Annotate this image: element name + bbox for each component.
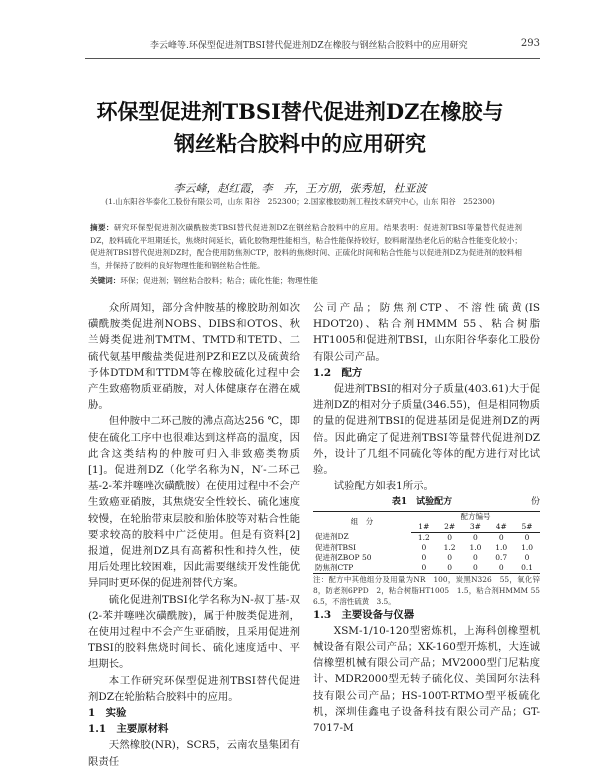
abstract-label: 摘要： — [90, 223, 114, 232]
right-column — [313, 300, 548, 736]
materials-paragraph: 天然橡胶(NR)，SCR5，云南农垦集团有限责任 — [88, 739, 300, 768]
table-cell: 0 — [473, 532, 478, 542]
running-header — [0, 38, 600, 52]
table-cell: 1.0 — [469, 542, 482, 552]
table-col-header: 2# — [437, 522, 463, 533]
table-cell: 0 — [421, 562, 427, 572]
table-cell: 0 — [498, 532, 504, 542]
equipment-paragraph: XSM-1/10-120型密炼机，上海科创橡塑机械设备有限公司产品；XK-160型开炼机，大连诚信橡塑机械有限公司产品；MV2000型门尼粘度计、MDR2000型无转子硫化仪、美国阿尔法科技有限公司产品；HS-100T-RTMO型平板硫化机，深圳佳鑫电子设备科技有限公司产品；GT-7017-M — [313, 624, 540, 735]
table-cell: 0 — [473, 552, 478, 562]
left-column — [88, 300, 300, 770]
table-row — [313, 563, 540, 574]
table-row — [313, 543, 540, 553]
table-cell: 0 — [473, 562, 478, 572]
table-col-header: 5# — [514, 522, 540, 533]
keywords-text: 环保；促进剂；钢丝粘合胶料；粘合；硫化性能；物理性能 — [120, 276, 318, 285]
table-caption — [313, 494, 540, 510]
intro-paragraph-2: 但仲胺中二环己胺的沸点高达256 ℃，即使在硫化工序中也很难达到这样高的温度，因此含这类结构的仲胺可归入非致癌类物质[1]。促进剂DZ（化学名称为N，N′-二环己基-2-苯并噻唑次磺酰胺）在使用过程中不会产生致癌亚硝胺，其焦烧安全性较长、硫化速度较慢，在轮胎带束层胶和胎体胶等对粘合性能要求较高的胶料中广泛使用。但是有资料[2]报道，促进剂DZ具有高蓄积性和持久性，使用后处理比较困难，因此需要继续开发性能优异同时更环保的促进剂替代方案。 — [88, 415, 300, 590]
table-cell: 1.2 — [417, 532, 430, 542]
table-unit: 份 — [530, 497, 540, 508]
table-row — [313, 532, 540, 543]
formula-table — [313, 511, 540, 574]
formula-paragraph: 促进剂TBSI的相对分子质量(403.61)大于促进剂DZ的相对分子质量(346.55)，但是相同物质的量的促进剂TBSI的促进基团是促进剂DZ的两倍。因此确定了促进剂TBSI等量替代促进剂DZ外，设计了几组不同硫化等体的配方进行对比试验。 — [313, 383, 540, 477]
table-col-header: 4# — [488, 522, 514, 533]
subsection-heading-formula: 1.2 配方 — [313, 366, 363, 379]
formula-table-intro: 试验配方如表1所示。 — [333, 480, 434, 493]
section-heading-experiment: 1 实验 — [88, 707, 127, 720]
table-row-label: 促进剂ZBOP 50 — [315, 552, 372, 562]
table-cell: 0 — [447, 532, 453, 542]
abstract-text: 研究环保型促进剂次磺酰胺类TBSI替代促进剂DZ在钢丝粘合胶料中的应用。结果表明：促进剂TBSI等量替代促进剂DZ，胶料硫化平坦期延长，焦烧时间延长，硫化胶物理性能相当，粘合性能保持较好，胶料耐湿热老化后的粘合性能变化较小；促进剂TBSI替代促进剂DZ时，配合使用防焦剂CTP，胶料的焦烧时间、正硫化时间和粘合性能与以促进剂DZ为促进剂的胶料相当，并保持了胶料的良好物理性能和钢丝粘合性能。 — [90, 223, 522, 270]
table-row-label: 促进剂DZ — [315, 532, 349, 542]
table-formula-header: 配方编号 — [460, 511, 491, 521]
header-rule — [85, 58, 540, 59]
paper-title-line2: 钢丝粘合胶料中的应用研究 — [174, 131, 426, 156]
table-cell: 0 — [421, 542, 427, 552]
table-row-label: 防焦剂CTP — [315, 562, 354, 572]
table-cell: 0 — [524, 532, 530, 542]
table-cell: 0 — [447, 562, 453, 572]
intro-paragraph-4: 本工作研究环保型促进剂TBSI替代促进剂DZ在轮胎粘合胶料中的应用。 — [88, 674, 300, 703]
abstract — [90, 222, 522, 272]
page-number: 293 — [520, 38, 540, 49]
paper-title-line1: 环保型促进剂TBSI替代促进剂DZ在橡胶与 — [96, 99, 504, 124]
subsection-heading-materials: 1.1 主要原材料 — [88, 723, 169, 736]
table-caption-text: 表1 试验配方 — [391, 497, 453, 508]
keywords-label: 关键词： — [90, 276, 121, 285]
table-cell: 0 — [524, 552, 530, 562]
table-cell: 0 — [447, 552, 453, 562]
running-title: 李云峰等.环保型促进剂TBSI替代促进剂DZ在橡胶与钢丝粘合胶料中的应用研究 — [150, 41, 468, 51]
keywords — [90, 275, 522, 286]
table-cell: 0 — [421, 552, 427, 562]
table-row — [313, 553, 540, 563]
authors: 李云峰，赵红霞，李 卉，王方朋，张秀旭，杜亚波 — [173, 182, 427, 195]
table-cell: 0.7 — [495, 552, 508, 562]
materials-continued: 公司产品；防焦剂CTP、不溶性硫黄(IS HDOT20)、粘合剂HMMM 55、粘合树脂HT1005和促进剂TBSI，山东阳谷华泰化工股份有限公司产品。 — [313, 302, 540, 363]
table-col-header: 3# — [463, 522, 489, 533]
table-row-label: 促进剂TBSI — [315, 542, 357, 552]
intro-paragraph-1: 众所周知，部分含仲胺基的橡胶助剂如次磺酰胺类促进剂NOBS、DIBS和OTOS、秋兰姆类促进剂TMTM、TMTD和TETD、二硫代氨基甲酸盐类促进剂PZ和EZ以及硫黄给予体DTDM和TTDM等在橡胶硫化过程中会产生致癌物质亚硝胺，对人体健康存在潜在威胁。 — [88, 302, 300, 412]
table-col-header: 1# — [411, 522, 437, 533]
table-cell: 0.1 — [521, 562, 534, 572]
table-group-header: 组 分 — [350, 516, 374, 526]
subsection-heading-equipment: 1.3 主要设备与仪器 — [313, 608, 415, 621]
table-cell: 1.0 — [521, 542, 534, 552]
table-cell: 1.0 — [495, 542, 508, 552]
table-note: 注：配方中其他组分及用量为NR 100，炭黑N326 55，氧化锌 8，防老剂6PPD 2，粘合树脂HT1005 1.5，粘合剂HMMM 55 6.5，不溶性硫黄 3.5。 — [313, 574, 548, 606]
affiliation: (1.山东阳谷华泰化工股份有限公司，山东 阳谷 252300；2.国家橡胶助剂工程技术研究中心，山东 阳谷 252300) — [105, 197, 495, 206]
table-cell: 0 — [498, 562, 504, 572]
intro-paragraph-3: 硫化促进剂TBSI化学名称为N-叔丁基-双(2-苯并噻唑次磺酰胺)，属于仲胺类促进剂，在使用过程中不会产生亚硝胺，且采用促进剂TBSI的胶料焦烧时间长、硫化速度适中、平坦期长。 — [88, 593, 300, 671]
table-cell: 1.2 — [443, 542, 456, 552]
